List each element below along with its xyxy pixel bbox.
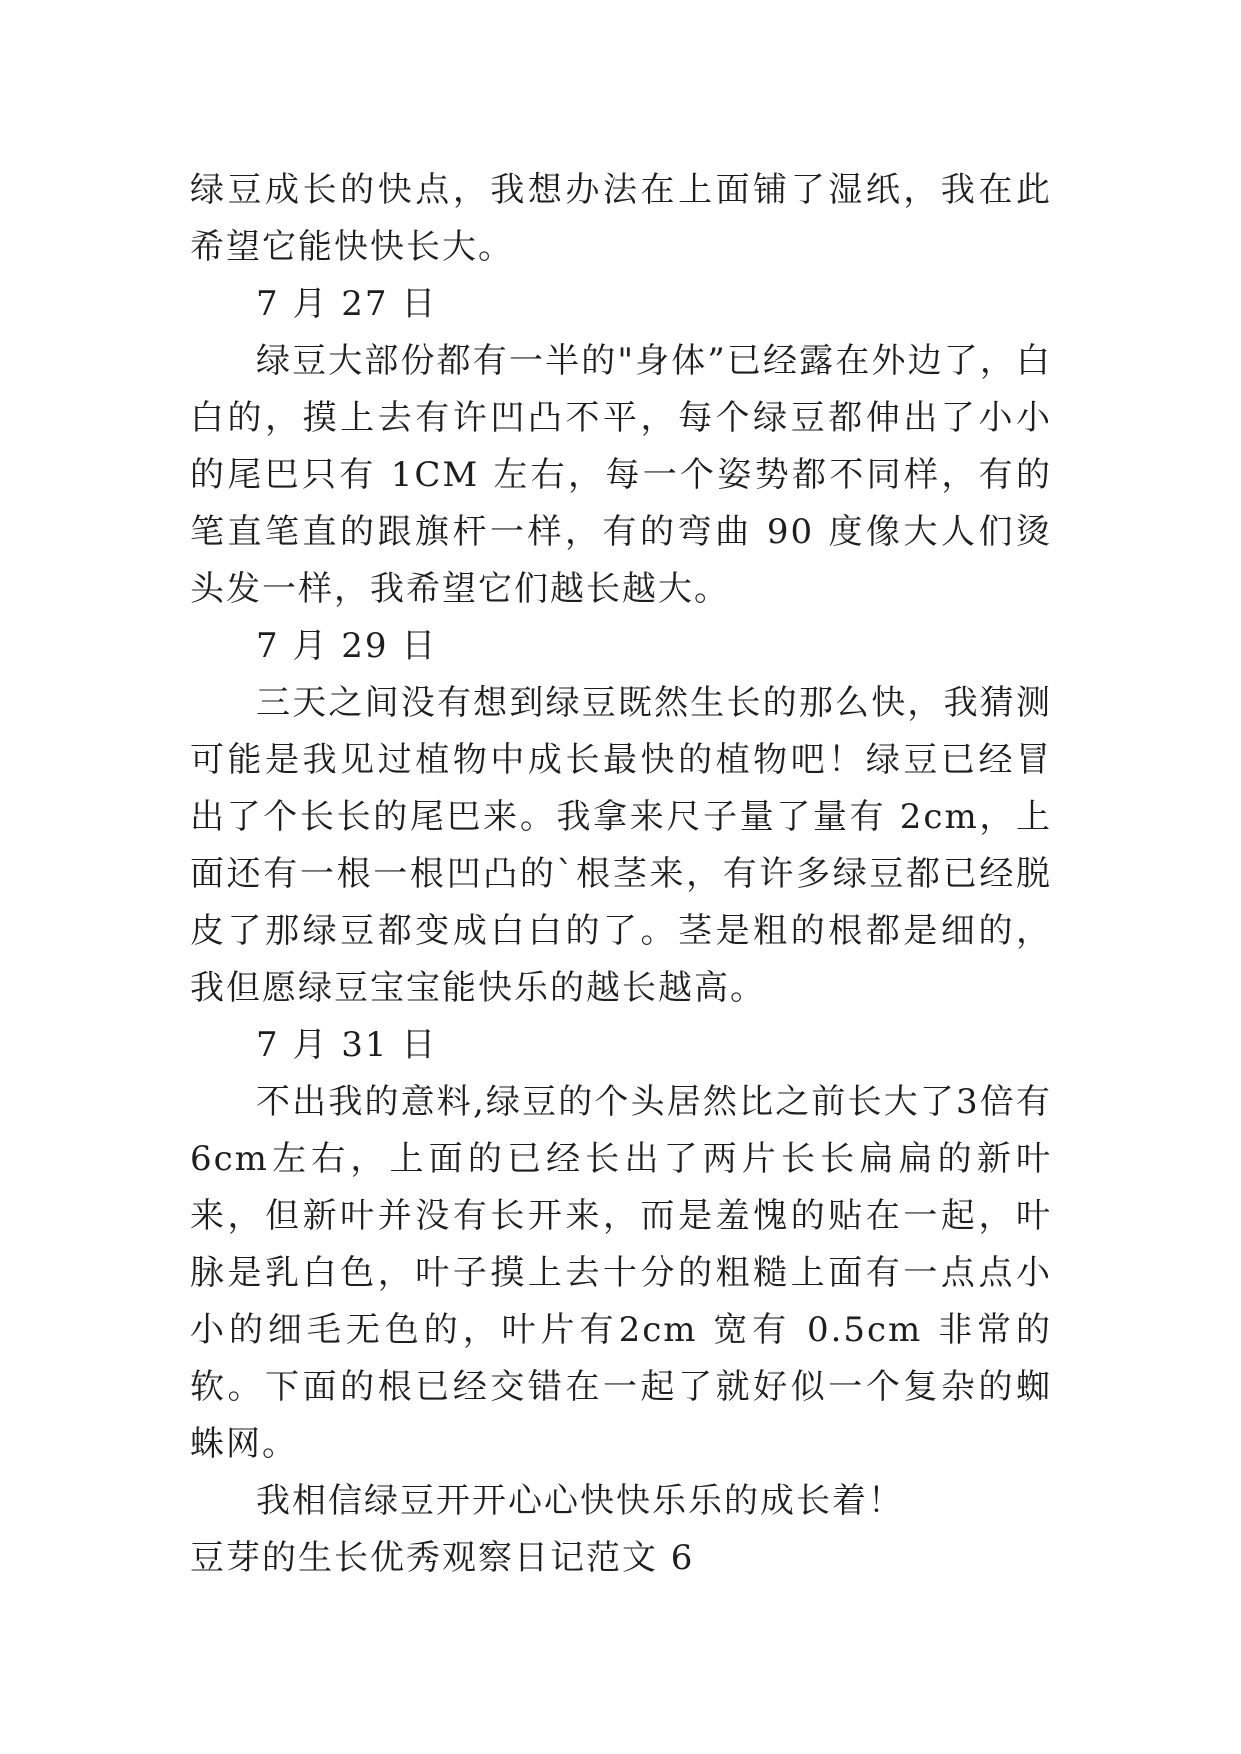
- date-heading-0731: 7 月 31 日: [256, 1025, 438, 1065]
- section-title: 豆芽的生长优秀观察日记范文 6: [190, 1538, 695, 1578]
- document-body: [190, 162, 1052, 1587]
- paragraph-0729: 三天之间没有想到绿豆既然生长的那么快，我猜测可能是我见过植物中成长最快的植物吧！绿豆已经冒出了个长长的尾巴来。我拿来尺子量了量有 2cm，上面还有一根一根凹凸的`根茎来，有许多绿豆都已经脱皮了那绿豆都变成白白的了。茎是粗的根都是细的，我但愿绿豆宝宝能快乐的越长越高。: [190, 683, 1052, 1008]
- paragraph-closing: 我相信绿豆开开心心快快乐乐的成长着！: [256, 1481, 904, 1521]
- date-heading-0729: 7 月 29 日: [256, 626, 438, 666]
- paragraph-0727: 绿豆大部份都有一半的"身体”已经露在外边了，白白的，摸上去有许凹凸不平，每个绿豆都伸出了小小的尾巴只有 1CM 左右，每一个姿势都不同样，有的笔直笔直的跟旗杆一样，有的弯曲 90 度像大人们烫头发一样，我希望它们越长越大。: [190, 341, 1052, 609]
- date-heading-0727: 7 月 27 日: [256, 284, 438, 324]
- paragraph-intro-end: 绿豆成长的快点，我想办法在上面铺了湿纸，我在此希望它能快快长大。: [190, 170, 1052, 267]
- paragraph-0731: 不出我的意料,绿豆的个头居然比之前长大了3倍有6cm左右，上面的已经长出了两片长长扁扁的新叶来，但新叶并没有长开来，而是羞愧的贴在一起，叶脉是乳白色，叶子摸上去十分的粗糙上面有一点点小小的细毛无色的，叶片有2cm 宽有 0.5cm 非常的软。下面的根已经交错在一起了就好似一个复杂的蜘蛛网。: [190, 1082, 1052, 1464]
